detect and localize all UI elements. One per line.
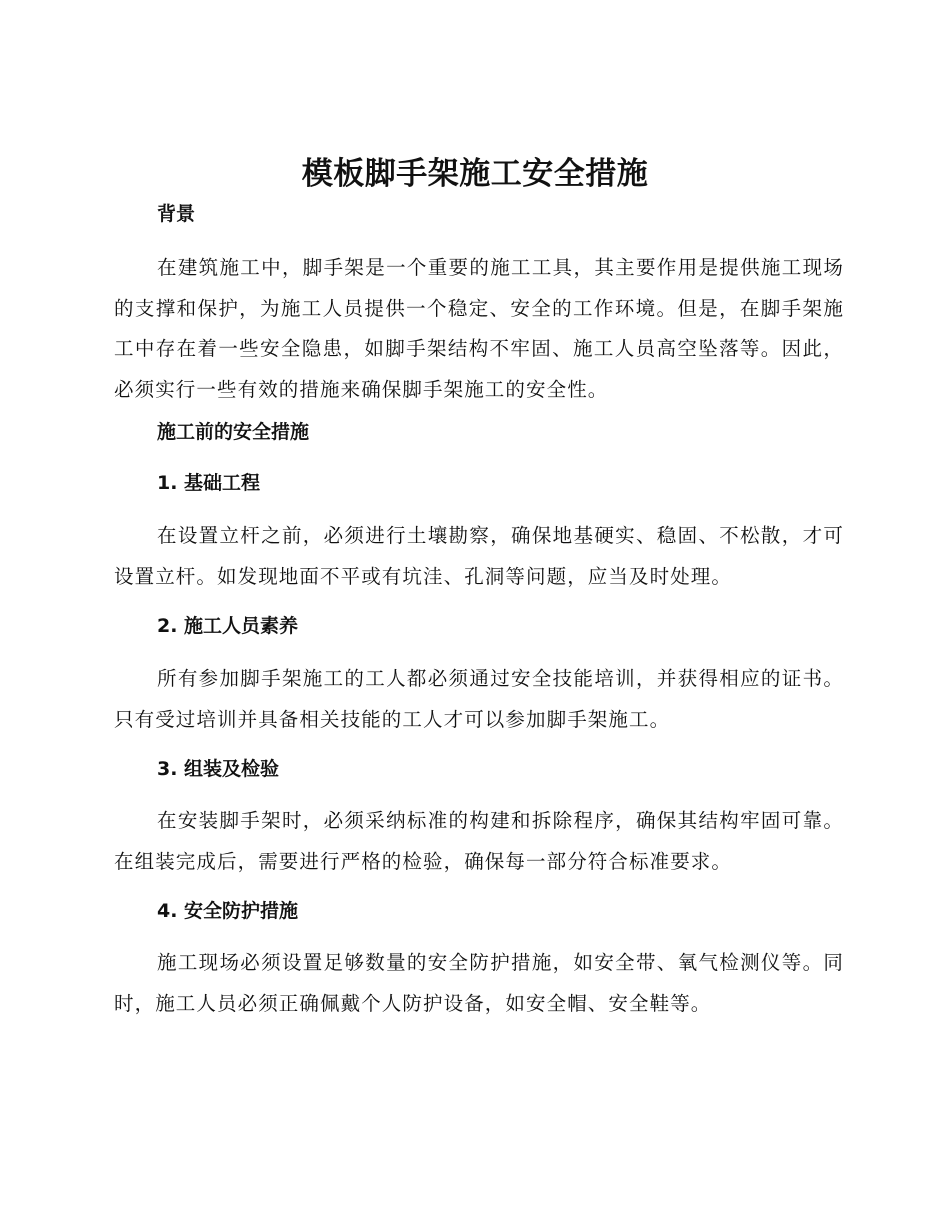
section-heading-worker-qualification: 2. 施工人员素养 [157, 615, 299, 637]
paragraph-foundation: 在设置立杆之前，必须进行土壤勘察，确保地基硬实、稳固、不松散，才可设置立杆。如发现地面不平或有坑洼、孔洞等问题，应当及时处理。 [114, 524, 844, 588]
section-heading-safety-protection: 4. 安全防护措施 [157, 900, 299, 922]
section-heading-pre-construction: 施工前的安全措施 [157, 421, 310, 443]
paragraph-background: 在建筑施工中，脚手架是一个重要的施工工具，其主要作用是提供施工现场的支撑和保护，为施工人员提供一个稳定、安全的工作环境。但是，在脚手架施工中存在着一些安全隐患，如脚手架结构不牢固、施工人员高空坠落等。因此，必须实行一些有效的措施来确保脚手架施工的安全性。 [114, 256, 844, 401]
paragraph-worker-qualification: 所有参加脚手架施工的工人都必须通过安全技能培训，并获得相应的证书。只有受过培训并具备相关技能的工人才可以参加脚手架施工。 [114, 667, 844, 731]
section-heading-foundation: 1. 基础工程 [157, 472, 261, 494]
page-title: 模板脚手架施工安全措施 [301, 156, 649, 192]
paragraph-assembly-inspection: 在安装脚手架时，必须采纳标准的构建和拆除程序，确保其结构牢固可靠。在组装完成后，需要进行严格的检验，确保每一部分符合标准要求。 [114, 809, 844, 873]
section-heading-assembly-inspection: 3. 组装及检验 [157, 758, 280, 780]
paragraph-safety-protection: 施工现场必须设置足够数量的安全防护措施，如安全带、氧气检测仪等。同时，施工人员必须正确佩戴个人防护设备，如安全帽、安全鞋等。 [114, 951, 844, 1015]
section-heading-background: 背景 [157, 203, 196, 225]
